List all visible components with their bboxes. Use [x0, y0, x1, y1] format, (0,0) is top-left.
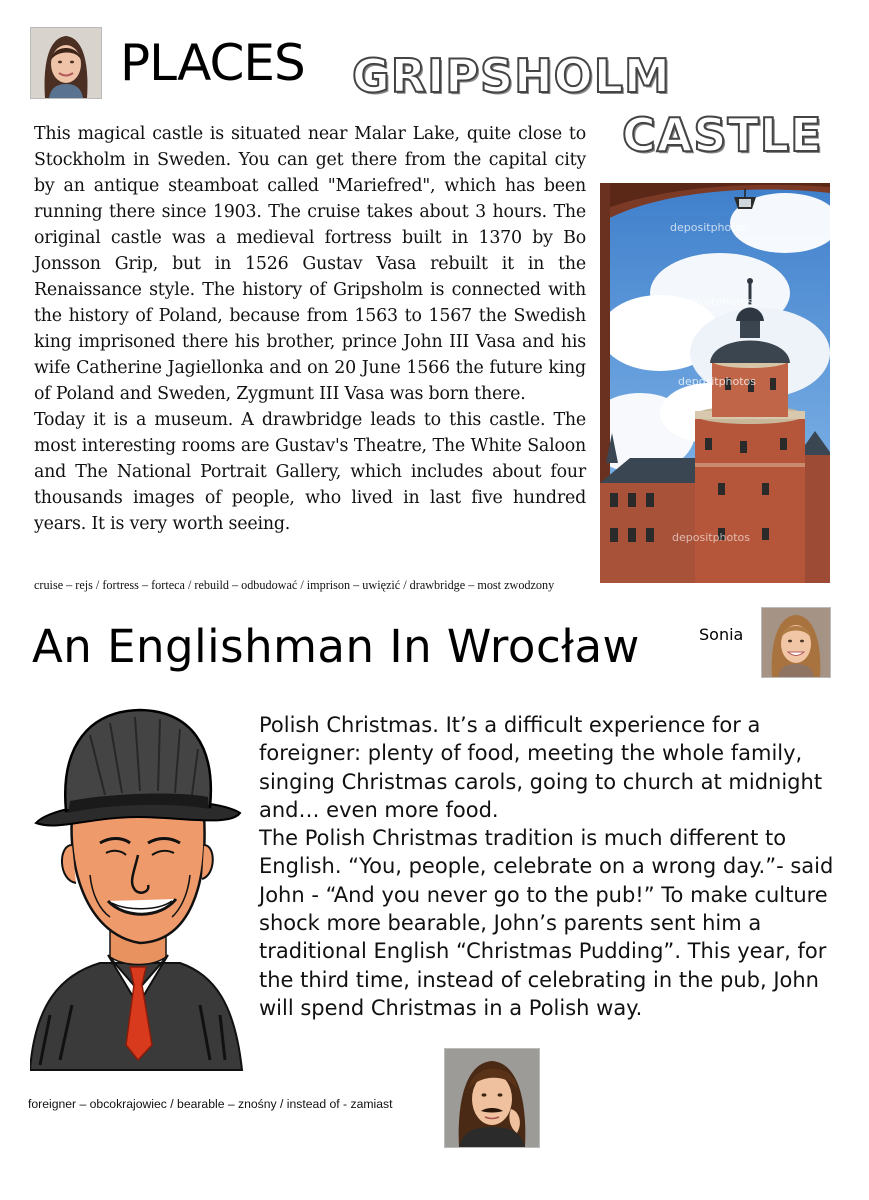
article-title-line1: GRIPSHOLM [352, 49, 671, 103]
article-title-line2: CASTLE [622, 108, 823, 162]
photo-watermark: depositphotos [678, 375, 757, 388]
photo-watermark: depositphotos [672, 531, 751, 544]
column-vocabulary: foreigner – obcokrajowiec / bearable – znośny / instead of - zamiast [28, 1097, 393, 1111]
article-paragraph: This magical castle is situated near Malar Lake, quite close to Stockholm in Sweden. You can get there from the capital city by an antique steamboat called "Mariefred", which has been running there since 1903. The cruise takes about 3 hours. The original castle was a medieval fortress built in 1370 by Bo Jonsson Grip, but in 1526 Gustav Vasa rebuilt it in the Renaissance style. The history of Gripsholm is connected with the history of Poland, because from 1563 to 1567 the Swedish king imprisoned there his brother, prince John III Vasa and his wife Catherine Jagiellonka and on 20 June 1566 the future king of Poland and Sweden, Zygmunt III Vasa was born there. [34, 124, 586, 404]
john-photo [444, 1048, 540, 1148]
column-paragraph: The Polish Christmas tradition is much different to English. “You, people, celebrate on a wrong day.”- said John - “And you never go to the pub!” To make culture shock more bearable, John’s parents sent him a traditional English “Christmas Pudding”. This year, for the third time, instead of celebrating in the pub, John will spend Christmas in a Polish way. [259, 826, 834, 1020]
englishman-illustration [30, 705, 245, 1075]
column-paragraph: Polish Christmas. It’s a difficult experience for a foreigner: plenty of food, meeting the whole family, singing Christmas carols, going to church at midnight and… even more food. [259, 713, 823, 822]
castle-photo [600, 183, 830, 583]
section-title: PLACES [120, 34, 305, 92]
author-photo-places [30, 27, 102, 99]
article-vocabulary: cruise – rejs / fortress – forteca / rebuild – odbudować / imprison – uwięzić / drawbridge – most zwodzony [34, 578, 555, 592]
column-title: An Englishman In Wrocław [32, 620, 640, 673]
photo-watermark: depositphotos [670, 221, 749, 234]
article-paragraph: Today it is a museum. A drawbridge leads to this castle. The most interesting rooms are Gustav's Theatre, The White Saloon and The National Portrait Gallery, which includes about four thousands images of people, who lived in last five hundred years. It is very worth seeing. [34, 410, 586, 534]
column-author: Sonia [699, 625, 744, 644]
article-body [34, 121, 586, 537]
column-body [259, 711, 834, 1022]
photo-watermark: depositphotos [675, 295, 754, 308]
author-photo-sonia [761, 607, 831, 678]
